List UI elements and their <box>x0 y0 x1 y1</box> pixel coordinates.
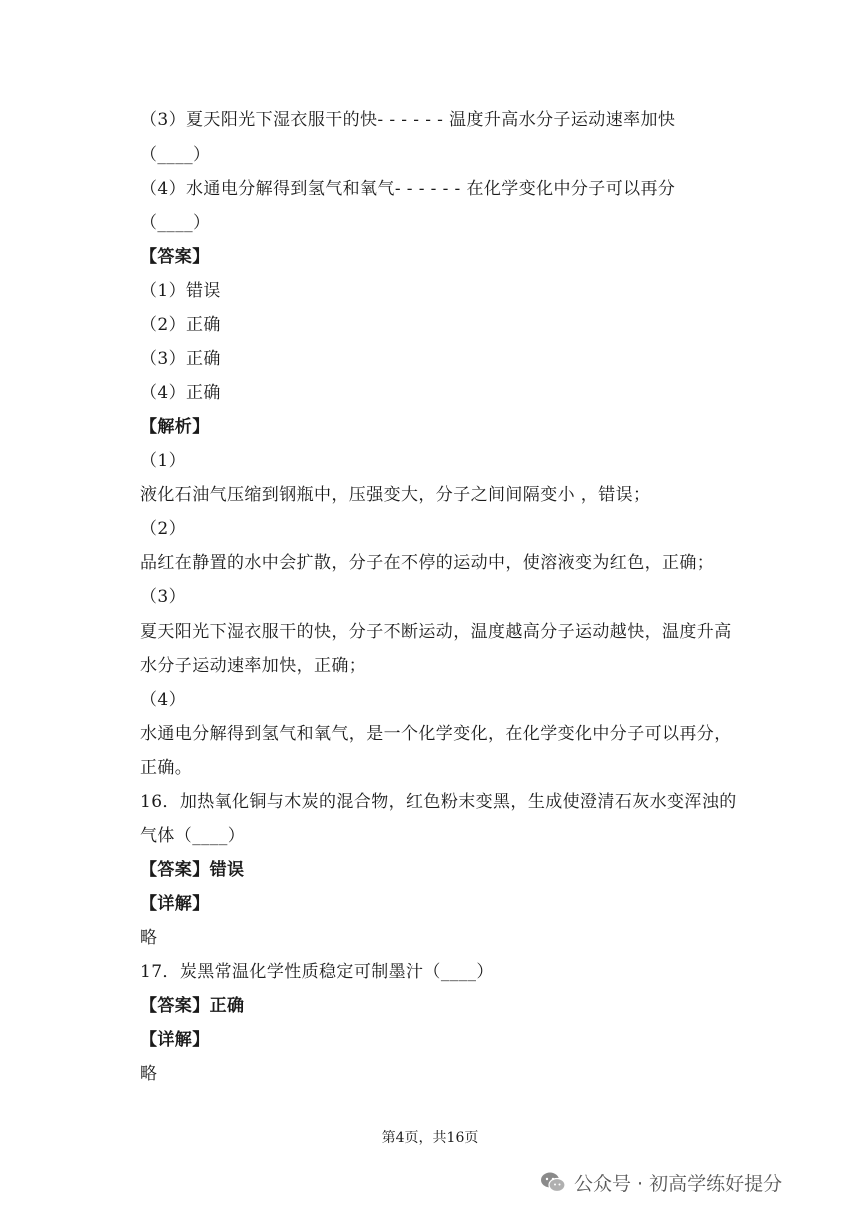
answer-item-4: （4）正确 <box>140 383 221 403</box>
analysis-item-2-text: 品红在静置的水中会扩散，分子在不停的运动中，使溶液变为红色，正确； <box>140 553 715 573</box>
watermark <box>540 1168 782 1196</box>
answer-blank: （____） <box>140 213 211 233</box>
question-16-detail-heading: 【详解】 <box>140 894 210 914</box>
question-17-detail-heading: 【详解】 <box>140 1030 210 1050</box>
answer-item-2: （2）正确 <box>140 315 221 335</box>
analysis-item-4-text-cont: 正确。 <box>140 758 193 778</box>
question-16-text-cont: 气体（____） <box>140 826 246 846</box>
analysis-item-1-text: 液化石油气压缩到钢瓶中，压强变大，分子之间间隔变小 ，错误； <box>140 485 651 505</box>
question-16-detail-text: 略 <box>140 928 158 948</box>
analysis-item-4-text: 水通电分解得到氢气和氧气，是一个化学变化，在化学变化中分子可以再分， <box>140 724 732 744</box>
analysis-item-3-text: 夏天阳光下湿衣服干的快，分子不断运动，温度越高分子运动越快，温度升高 <box>140 622 732 642</box>
analysis-item-3-text-cont: 水分子运动速率加快，正确； <box>140 656 367 676</box>
answer-item-3: （3）正确 <box>140 349 221 369</box>
question-17-answer: 【答案】正确 <box>140 996 245 1016</box>
analysis-item-4-label: （4） <box>140 690 187 710</box>
question-16-answer: 【答案】错误 <box>140 860 245 880</box>
analysis-item-3-label: （3） <box>140 587 187 607</box>
question-15-item-4: （4）水通电分解得到氢气和氧气- - - - - - 在化学变化中分子可以再分 <box>140 179 676 199</box>
question-15-item-3: （3）夏天阳光下湿衣服干的快- - - - - - 温度升高水分子运动速率加快 <box>140 110 676 130</box>
question-17-detail-text: 略 <box>140 1064 158 1084</box>
wechat-icon <box>540 1171 566 1193</box>
question-16-text: 16．加热氧化铜与木炭的混合物，红色粉末变黑，生成使澄清石灰水变浑浊的 <box>140 792 737 812</box>
answer-heading: 【答案】 <box>140 247 210 267</box>
analysis-item-2-label: （2） <box>140 519 187 539</box>
analysis-item-1-label: （1） <box>140 451 187 471</box>
question-17-text: 17．炭黑常温化学性质稳定可制墨汁（____） <box>140 962 494 982</box>
watermark-text: 公众号 · 初高学练好提分 <box>574 1172 783 1195</box>
answer-blank: （____） <box>140 145 211 165</box>
answer-item-1: （1）错误 <box>140 281 221 301</box>
analysis-heading: 【解析】 <box>140 417 210 437</box>
page-number: 第4页，共16页 <box>381 1130 479 1146</box>
